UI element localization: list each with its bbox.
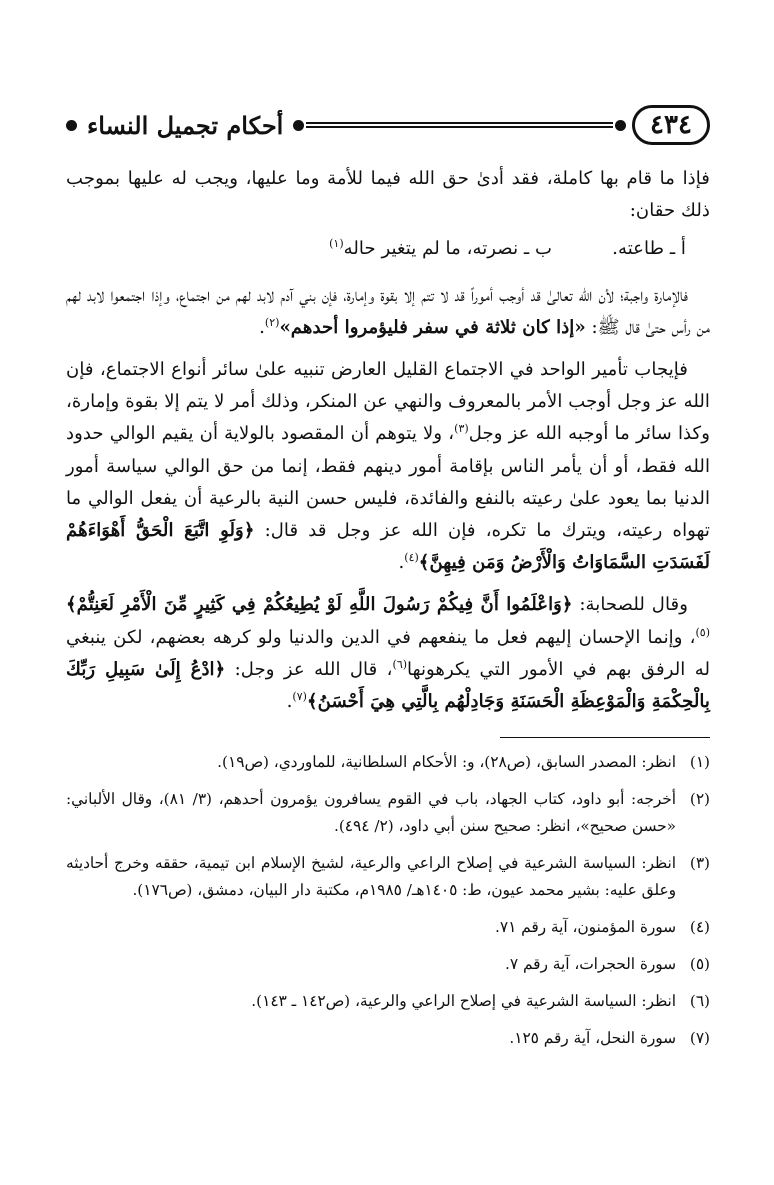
paragraph-3 (66, 354, 710, 579)
paragraph-4-text-a: وقال للصحابة: (579, 594, 688, 616)
period: . (286, 691, 293, 713)
header-dot (615, 120, 626, 131)
footnote-separator (500, 737, 710, 738)
footnote-ref: (٤) (404, 551, 419, 565)
list-item-b (329, 238, 552, 259)
footnote-ref: (٣) (454, 422, 469, 436)
footnote-item (66, 988, 710, 1015)
footnote-text: انظر: السياسة الشرعية في إصلاح الراعي والرعية، (ص١٤٢ ـ ١٤٣). (251, 992, 676, 1010)
paragraph-1 (66, 163, 710, 227)
header-dot (66, 120, 77, 131)
footnote-item (66, 786, 710, 840)
footnote-number: (٦) (689, 992, 710, 1010)
list-item-b-text: ب ـ نصرته، ما لم يتغير حاله (343, 238, 553, 260)
footnote-ref: (٧) (292, 689, 307, 703)
period: . (259, 316, 265, 338)
page-number: ٤٣٤ (632, 105, 710, 145)
header-dot (293, 120, 304, 131)
footnote-ref: (١) (329, 237, 344, 251)
footnote-text: سورة الحجرات، آية رقم ٧. (505, 955, 676, 973)
paragraph-3-text-a: فإيجاب تأمير الواحد في الاجتماع القليل العارض تنبيه علىٰ سائر أنواع الاجتماع، فإن الله عز وجل أوجب الأمر بالمعروف والنهي عن المنكر، وذلك أمر لا يتم إلا بقوة وإمارة، وكذا سائر ما أوجبه الله عز وجل (66, 359, 710, 445)
footnote-text: انظر: المصدر السابق، (ص٢٨)، و: الأحكام السلطانية، للماوردي، (ص١٩). (217, 753, 676, 771)
running-header (66, 100, 710, 150)
footnote-item (66, 951, 710, 978)
footnote-ref: (٦) (392, 657, 408, 671)
paragraph-2 (66, 280, 710, 344)
paragraph-3-text-b: ، ولا يتوهم أن المقصود بالولاية أن يقيم الوالي حدود الله فقط، أو أن يأمر الناس بإقامة أمور دينهم فقط، إنما من حق الوالي سياسة أمور الدنيا بما يعود علىٰ رعيته بالنفع والفائدة، فليس حسن النية بالرعية أن يفعل الوالي ما تهواه رعيته، ويترك ما تكره، فإن الله عز وجل قد قال: (66, 423, 710, 542)
footnote-number: (٧) (689, 1029, 710, 1047)
header-rule (306, 122, 613, 128)
paragraph-4-text-b: ، وإنما الإحسان إليهم فعل ما ينفعهم في الدين والدنيا ولو كرهه بعضهم، لكن ينبغي له الرفق بهم في الأمور التي يكرهونها (66, 626, 710, 680)
period: . (398, 552, 405, 574)
quran-verse: ﴿وَاعْلَمُوا أَنَّ فِيكُمْ رَسُولَ اللَّهِ لَوْ يُطِيعُكُمْ فِي كَثِيرٍ مِّنَ الْأَمْرِ لَعَنِتُّمْ﴾ (66, 594, 573, 616)
footnote-number: (١) (689, 753, 710, 771)
footnote-item (66, 749, 710, 776)
footnote-item (66, 914, 710, 941)
paragraph-4-text-c: ، قال الله عز وجل: (234, 658, 393, 680)
footnote-item (66, 850, 710, 904)
paragraph-4 (66, 589, 710, 718)
list-item-a: أ ـ طاعته. (612, 238, 686, 260)
book-title: أحكام تجميل النساء (87, 110, 284, 140)
footnote-text: انظر: السياسة الشرعية في إصلاح الراعي والرعية، لشيخ الإسلام ابن تيمية، حققه وخرج أحاديثه وعلق عليه: بشير محمد عيون، ط: ١٤٠٥هـ/ ١٩٨٥م، مكتبة دار البيان، دمشق، (ص١٧٦). (66, 854, 676, 899)
paragraph-1-text: فإذا ما قام بها كاملة، فقد أدىٰ حق الله فيما للأمة وما عليها، ويجب له عليها بموجب ذلك حقان: (66, 168, 710, 222)
footnote-ref: (٥) (695, 625, 710, 639)
footnote-number: (٥) (689, 955, 710, 973)
footnote-text: أخرجه: أبو داود، كتاب الجهاد، باب في القوم يسافرون يؤمرون أحدهم، (٣/ ٨١)، وقال الألباني: «حسن صحيح»، انظر: صحيح سنن أبي داود، (٢/ ٤٩٤). (66, 790, 676, 835)
footnote-text: سورة المؤمنون، آية رقم ٧١. (494, 918, 676, 936)
footnote-number: (٣) (689, 854, 710, 872)
footnote-item (66, 1025, 710, 1052)
footnote-ref: (٢) (264, 315, 280, 329)
paragraph-2-text: فالإمارة واجبة؛ لأن الله تعالىٰ قد أوجب أموراً قد لا تتم إلا بقوة وإمارة، فإن بني آدم لابد لهم من اجتماع، وإذا اجتمعوا لابد لهم من رأس حتىٰ قال ﷺ: (66, 284, 710, 338)
quran-verse: ﴿ادْعُ إِلَىٰ سَبِيلِ رَبِّكَ بِالْحِكْمَةِ وَالْمَوْعِظَةِ الْحَسَنَةِ وَجَادِلْهُم بِالَّتِي هِيَ أَحْسَنُ﴾ (66, 658, 710, 713)
quran-verse: ﴿وَلَوِ اتَّبَعَ الْحَقُّ أَهْوَاءَهُمْ لَفَسَدَتِ السَّمَاوَاتُ وَالْأَرْضُ وَمَن فِيهِنَّ﴾ (66, 520, 710, 574)
main-text (66, 163, 710, 728)
footnote-number: (٤) (689, 918, 710, 936)
footnotes (66, 749, 710, 1062)
footnote-number: (٢) (689, 790, 710, 808)
hadith-quote: «إذا كان ثلاثة في سفر فليؤمروا أحدهم» (279, 316, 586, 338)
rights-list (66, 233, 710, 265)
footnote-text: سورة النحل، آية رقم ١٢٥. (509, 1029, 676, 1047)
